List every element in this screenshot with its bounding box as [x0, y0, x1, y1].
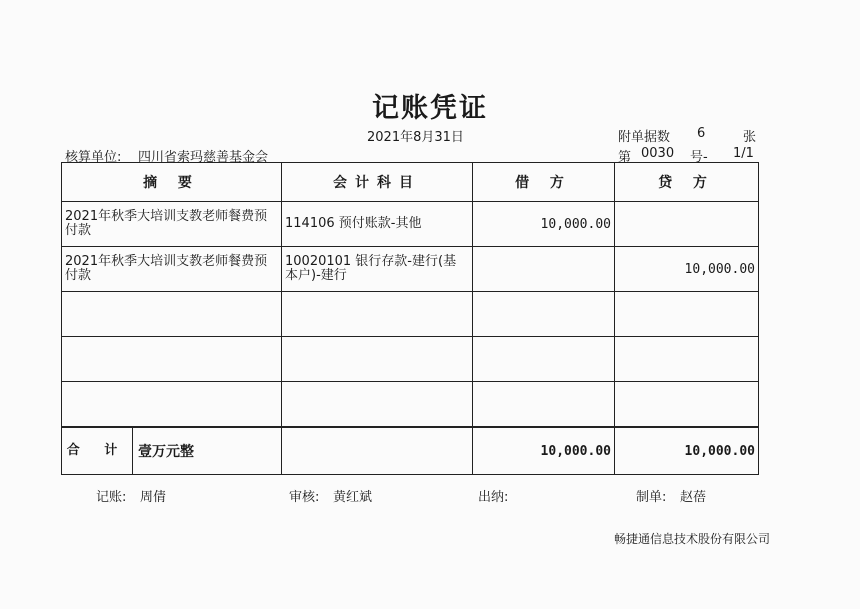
table-row	[62, 202, 759, 247]
total-debit: 10,000.00	[473, 427, 615, 475]
unit-label: 核算单位:	[65, 150, 122, 165]
row-summary	[62, 292, 282, 337]
total-summary-cell	[62, 427, 282, 475]
row-account: 114106 预付账款-其他	[282, 202, 473, 247]
header-account: 会计科目	[282, 163, 473, 202]
voucher-number: 0030	[641, 146, 675, 161]
vendor-name: 畅捷通信息技术股份有限公司	[614, 532, 771, 546]
reviewer-label: 审核:	[289, 490, 320, 505]
row-credit	[615, 337, 759, 382]
row-summary: 2021年秋季大培训支教老师餐费预付款	[62, 247, 282, 292]
row-account	[282, 382, 473, 428]
table-row	[62, 337, 759, 382]
row-account: 10020101 银行存款-建行(基本户)-建行	[282, 247, 473, 292]
voucher-date: 2021年8月31日	[367, 130, 464, 145]
attachments-label: 附单据数	[618, 130, 671, 145]
voucher-table	[61, 162, 759, 475]
table-row	[62, 247, 759, 292]
attachments-count: 6	[697, 126, 706, 141]
voucher-no-prefix: 第	[618, 150, 632, 165]
row-debit: 10,000.00	[473, 202, 615, 247]
table-row	[62, 382, 759, 428]
row-summary	[62, 382, 282, 428]
voucher-no-suffix: 号-	[690, 150, 708, 165]
header-debit: 借 方	[473, 163, 615, 202]
bookkeeper-label: 记账:	[96, 490, 127, 505]
cashier-label: 出纳:	[478, 490, 509, 505]
header-credit: 贷 方	[615, 163, 759, 202]
attachments-unit: 张	[743, 130, 757, 145]
voucher-page: 1/1	[733, 146, 754, 161]
row-credit	[615, 202, 759, 247]
unit-name: 四川省索玛慈善基金会	[138, 150, 269, 165]
voucher-title: 记账凭证	[372, 93, 488, 124]
total-credit: 10,000.00	[615, 427, 759, 475]
row-debit	[473, 337, 615, 382]
reviewer-name: 黄红斌	[333, 490, 373, 505]
row-debit	[473, 292, 615, 337]
preparer-name: 赵蓓	[680, 490, 707, 505]
bookkeeper-name: 周倩	[140, 490, 167, 505]
total-label: 合 计	[62, 428, 133, 474]
row-account	[282, 292, 473, 337]
header-summary: 摘 要	[62, 163, 282, 202]
total-row	[62, 427, 759, 475]
row-debit	[473, 382, 615, 428]
row-credit: 10,000.00	[615, 247, 759, 292]
table-row	[62, 292, 759, 337]
preparer-label: 制单:	[636, 490, 667, 505]
total-account	[282, 427, 473, 475]
row-credit	[615, 292, 759, 337]
row-account	[282, 337, 473, 382]
row-summary	[62, 337, 282, 382]
row-summary: 2021年秋季大培训支教老师餐费预付款	[62, 202, 282, 247]
row-debit	[473, 247, 615, 292]
row-credit	[615, 382, 759, 428]
table-header-row	[62, 163, 759, 202]
total-amount-words: 壹万元整	[138, 444, 194, 460]
